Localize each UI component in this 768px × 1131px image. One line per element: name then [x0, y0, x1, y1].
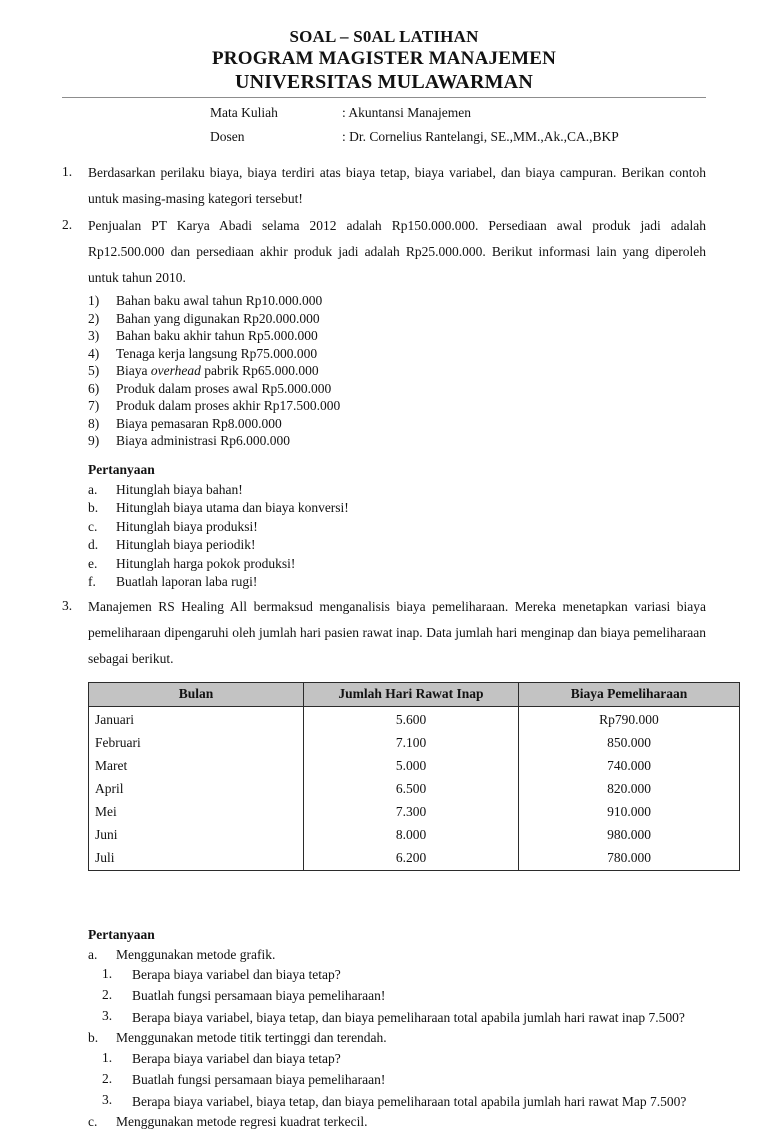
meta-value-dosen: : Dr. Cornelius Rantelangi, SE.,MM.,Ak.,CA.,BKP — [342, 126, 619, 150]
cell-biaya: 980.000 — [519, 823, 740, 846]
list-item-marker: 6) — [88, 380, 116, 398]
cell-hari: 8.000 — [304, 823, 519, 846]
table-row — [89, 777, 740, 800]
cell-bulan: Februari — [89, 731, 304, 754]
list-item-text: Berapa biaya variabel, biaya tetap, dan biaya pemeliharaan total apabila jumlah hari rawat inap 7.500? — [132, 1006, 706, 1029]
table-row — [89, 846, 740, 871]
question-3 — [62, 594, 706, 672]
list-item — [88, 555, 706, 574]
list-item-marker: e. — [88, 555, 116, 574]
meta-value-mata-kuliah: : Akuntansi Manajemen — [342, 102, 619, 126]
list-item-text: Hitunglah biaya bahan! — [116, 481, 706, 500]
cell-bulan: April — [89, 777, 304, 800]
cell-hari: 5.600 — [304, 706, 519, 731]
list-item-text: Menggunakan metode regresi kuadrat terkecil. — [116, 1113, 706, 1131]
list-item-text: Bahan yang digunakan Rp20.000.000 — [116, 310, 706, 328]
meta-label-dosen: Dosen — [210, 126, 342, 150]
question-3b-subitems — [88, 1048, 706, 1113]
list-item — [88, 481, 706, 500]
header-divider — [62, 97, 706, 98]
list-item — [88, 964, 706, 985]
list-item-text: Bahan baku awal tahun Rp10.000.000 — [116, 292, 706, 310]
list-item-marker: 3. — [88, 1006, 132, 1025]
list-item-text: Buatlah fungsi persamaan biaya pemeliharaan! — [132, 1069, 706, 1090]
list-item-marker: 2. — [88, 985, 132, 1004]
list-item-marker: b. — [88, 499, 116, 518]
cell-hari: 7.300 — [304, 800, 519, 823]
cell-bulan: Juni — [89, 823, 304, 846]
list-item — [88, 985, 706, 1006]
table-body — [89, 706, 740, 870]
list-item-text: Menggunakan metode titik tertinggi dan terendah. — [116, 1029, 706, 1048]
cell-bulan: Maret — [89, 754, 304, 777]
list-item-marker: c. — [88, 1113, 116, 1131]
question-2-info-list — [88, 292, 706, 450]
list-item-text: Hitunglah biaya produksi! — [116, 518, 706, 537]
cell-hari: 5.000 — [304, 754, 519, 777]
column-header-biaya-pemeliharaan: Biaya Pemeliharaan — [519, 682, 740, 706]
list-item-text: Produk dalam proses awal Rp5.000.000 — [116, 380, 706, 398]
title-line-3: UNIVERSITAS MULAWARMAN — [62, 70, 706, 94]
cell-bulan: Juli — [89, 846, 304, 871]
list-item — [88, 1048, 706, 1069]
document-header — [62, 26, 706, 150]
list-item-marker: a. — [88, 946, 116, 965]
question-2-pertanyaan-list — [88, 481, 706, 592]
overhead-text-after: pabrik Rp65.000.000 — [201, 363, 319, 378]
list-item-text: Biaya pemasaran Rp8.000.000 — [116, 415, 706, 433]
list-item — [88, 499, 706, 518]
spacer-after-table — [62, 871, 706, 927]
column-header-bulan: Bulan — [89, 682, 304, 706]
question-2-text: Penjualan PT Karya Abadi selama 2012 adalah Rp150.000.000. Persediaan awal produk jadi adalah Rp12.500.000 dan persediaan akhir produk jadi adalah Rp25.000.000. Berikut informasi lain yang diperoleh untuk tahun 2010. — [88, 213, 706, 291]
list-item-marker: f. — [88, 573, 116, 592]
list-item-text: Hitunglah biaya periodik! — [116, 536, 706, 555]
questions-list — [62, 160, 706, 672]
table-row — [89, 823, 740, 846]
list-item-marker: 8) — [88, 415, 116, 433]
list-item — [88, 362, 706, 380]
cell-biaya: 910.000 — [519, 800, 740, 823]
list-item — [88, 380, 706, 398]
list-item-text: Biaya administrasi Rp6.000.000 — [116, 432, 706, 450]
list-item-marker: 3. — [88, 1090, 132, 1109]
list-item — [88, 415, 706, 433]
list-item-text: Bahan baku akhir tahun Rp5.000.000 — [116, 327, 706, 345]
cell-biaya: 780.000 — [519, 846, 740, 871]
cell-biaya: 820.000 — [519, 777, 740, 800]
list-item-marker: 3) — [88, 327, 116, 345]
question-3-text: Manajemen RS Healing All bermaksud menganalisis biaya pemeliharaan. Mereka menetapkan variasi biaya pemeliharaan dipengaruhi oleh jumlah hari pasien rawat inap. Data jumlah hari menginap dan biaya pemeliharaan sebagai berikut. — [88, 594, 706, 672]
list-item-text: Hitunglah harga pokok produksi! — [116, 555, 706, 574]
list-item-marker: 4) — [88, 345, 116, 363]
maintenance-cost-table-wrap — [88, 682, 706, 871]
list-item-marker: 1. — [88, 1048, 132, 1067]
list-item-text: Produk dalam proses akhir Rp17.500.000 — [116, 397, 706, 415]
list-item-marker: b. — [88, 1029, 116, 1048]
column-header-hari-rawat-inap: Jumlah Hari Rawat Inap — [304, 682, 519, 706]
list-item — [88, 573, 706, 592]
question-1-marker: 1. — [62, 160, 88, 183]
cell-bulan: Januari — [89, 706, 304, 731]
list-item-marker: 1. — [88, 964, 132, 983]
question-3a-subitems — [88, 964, 706, 1029]
table-header-row — [89, 682, 740, 706]
question-3-subsection — [88, 927, 706, 1131]
list-item — [88, 292, 706, 310]
list-item — [88, 310, 706, 328]
list-item — [88, 397, 706, 415]
course-meta-table — [210, 102, 619, 150]
list-item — [88, 536, 706, 555]
table-row — [89, 800, 740, 823]
list-item-text: Berapa biaya variabel dan biaya tetap? — [132, 964, 706, 985]
question-1 — [62, 160, 706, 212]
list-item — [88, 1006, 706, 1029]
cell-bulan: Mei — [89, 800, 304, 823]
cell-biaya: 850.000 — [519, 731, 740, 754]
maintenance-cost-table — [88, 682, 740, 871]
list-item — [88, 432, 706, 450]
list-item-marker: 1) — [88, 292, 116, 310]
title-line-2: PROGRAM MAGISTER MANAJEMEN — [62, 47, 706, 70]
list-item-marker: 2) — [88, 310, 116, 328]
table-row — [89, 706, 740, 731]
table-header — [89, 682, 740, 706]
list-item-marker: c. — [88, 518, 116, 537]
question-2-subsection — [88, 292, 706, 592]
list-item-marker: 2. — [88, 1069, 132, 1088]
list-item-marker: d. — [88, 536, 116, 555]
cell-hari: 7.100 — [304, 731, 519, 754]
list-item-marker: 5) — [88, 362, 116, 380]
meta-label-mata-kuliah: Mata Kuliah — [210, 102, 342, 126]
list-item-text: Hitunglah biaya utama dan biaya konversi! — [116, 499, 706, 518]
question-2-marker: 2. — [62, 213, 88, 236]
overhead-text-before: Biaya — [116, 363, 151, 378]
list-item — [88, 946, 706, 965]
list-item-marker: 7) — [88, 397, 116, 415]
list-item — [88, 1090, 706, 1113]
list-item-text: Berapa biaya variabel, biaya tetap, dan biaya pemeliharaan total apabila jumlah hari rawat Map 7.500? — [132, 1090, 706, 1113]
question-3-pertanyaan-heading: Pertanyaan — [88, 927, 706, 943]
list-item-text: Berapa biaya variabel dan biaya tetap? — [132, 1048, 706, 1069]
list-item — [88, 345, 706, 363]
list-item — [88, 327, 706, 345]
list-item — [88, 518, 706, 537]
cell-hari: 6.500 — [304, 777, 519, 800]
list-item-marker: a. — [88, 481, 116, 500]
question-3-marker: 3. — [62, 594, 88, 617]
list-item — [88, 1029, 706, 1048]
list-item-text: Buatlah laporan laba rugi! — [116, 573, 706, 592]
list-item — [88, 1069, 706, 1090]
question-2-pertanyaan-heading: Pertanyaan — [88, 462, 706, 478]
list-item-text: Menggunakan metode grafik. — [116, 946, 706, 965]
list-item-marker: 9) — [88, 432, 116, 450]
meta-row-dosen — [210, 126, 619, 150]
title-line-1: SOAL – S0AL LATIHAN — [62, 26, 706, 47]
table-row — [89, 754, 740, 777]
question-1-text: Berdasarkan perilaku biaya, biaya terdiri atas biaya tetap, biaya variabel, dan biaya campuran. Berikan contoh untuk masing-masing kategori tersebut! — [88, 160, 706, 212]
list-item — [88, 1113, 706, 1131]
table-row — [89, 731, 740, 754]
list-item-text: Buatlah fungsi persamaan biaya pemeliharaan! — [132, 985, 706, 1006]
cell-biaya: Rp790.000 — [519, 706, 740, 731]
cell-biaya: 740.000 — [519, 754, 740, 777]
overhead-italic: overhead — [151, 363, 201, 378]
question-2 — [62, 213, 706, 291]
meta-row-mata-kuliah — [210, 102, 619, 126]
cell-hari: 6.200 — [304, 846, 519, 871]
list-item-text — [116, 362, 706, 380]
list-item-text: Tenaga kerja langsung Rp75.000.000 — [116, 345, 706, 363]
question-3-pertanyaan-list — [88, 946, 706, 1131]
